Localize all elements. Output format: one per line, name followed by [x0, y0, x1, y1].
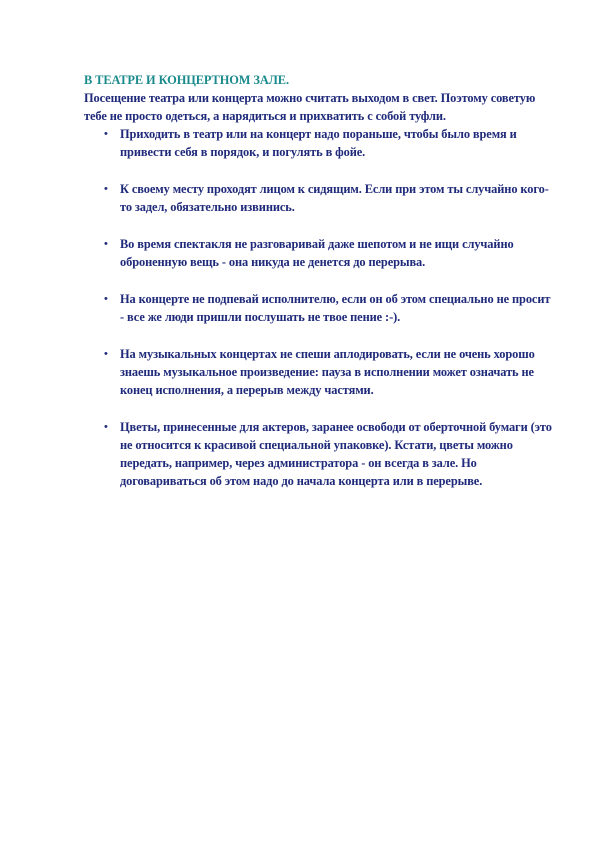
bullet-icon: •: [104, 128, 108, 140]
list-item: [84, 345, 554, 399]
document-title: В ТЕАТРЕ И КОНЦЕРТНОМ ЗАЛЕ.: [84, 73, 289, 87]
rule-text: К своему месту проходят лицом к сидящим. Если при этом ты случайно кого-то задел, обязательно извинись.: [120, 182, 549, 214]
rules-list: [84, 125, 554, 490]
rule-text: Цветы, принесенные для актеров, заранее освободи от оберточной бумаги (это не относится к красивой специальной упаковке). Кстати, цветы можно передать, например, через администратора - он всегда в зале. Но договариваться об этом надо до начала концерта или в перерыве.: [120, 420, 552, 488]
list-item: [84, 125, 554, 161]
list-item: [84, 418, 554, 490]
rule-text: Во время спектакля не разговаривай даже шепотом и не ищи случайно оброненную вещь - она никуда не денется до перерыва.: [120, 237, 514, 269]
intro-paragraph: Посещение театра или концерта можно считать выходом в свет. Поэтому советую тебе не просто одеться, а нарядиться и прихватить с собой туфли.: [84, 91, 536, 123]
list-item: [84, 290, 554, 326]
bullet-icon: •: [104, 293, 108, 305]
list-item: [84, 235, 554, 271]
list-item: [84, 180, 554, 216]
rule-text: На музыкальных концертах не спеши аплодировать, если не очень хорошо знаешь музыкальное произведение: пауза в исполнении может означать не конец исполнения, а перерыв между частями.: [120, 347, 535, 397]
bullet-icon: •: [104, 183, 108, 195]
rule-text: На концерте не подпевай исполнителю, если он об этом специально не просит - все же люди пришли послушать не твое пение :-).: [120, 292, 551, 324]
bullet-icon: •: [104, 348, 108, 360]
bullet-icon: •: [104, 421, 108, 433]
document-content: [84, 71, 554, 490]
rule-text: Приходить в театр или на концерт надо пораньше, чтобы было время и привести себя в порядок, и погулять в фойе.: [120, 127, 517, 159]
bullet-icon: •: [104, 238, 108, 250]
